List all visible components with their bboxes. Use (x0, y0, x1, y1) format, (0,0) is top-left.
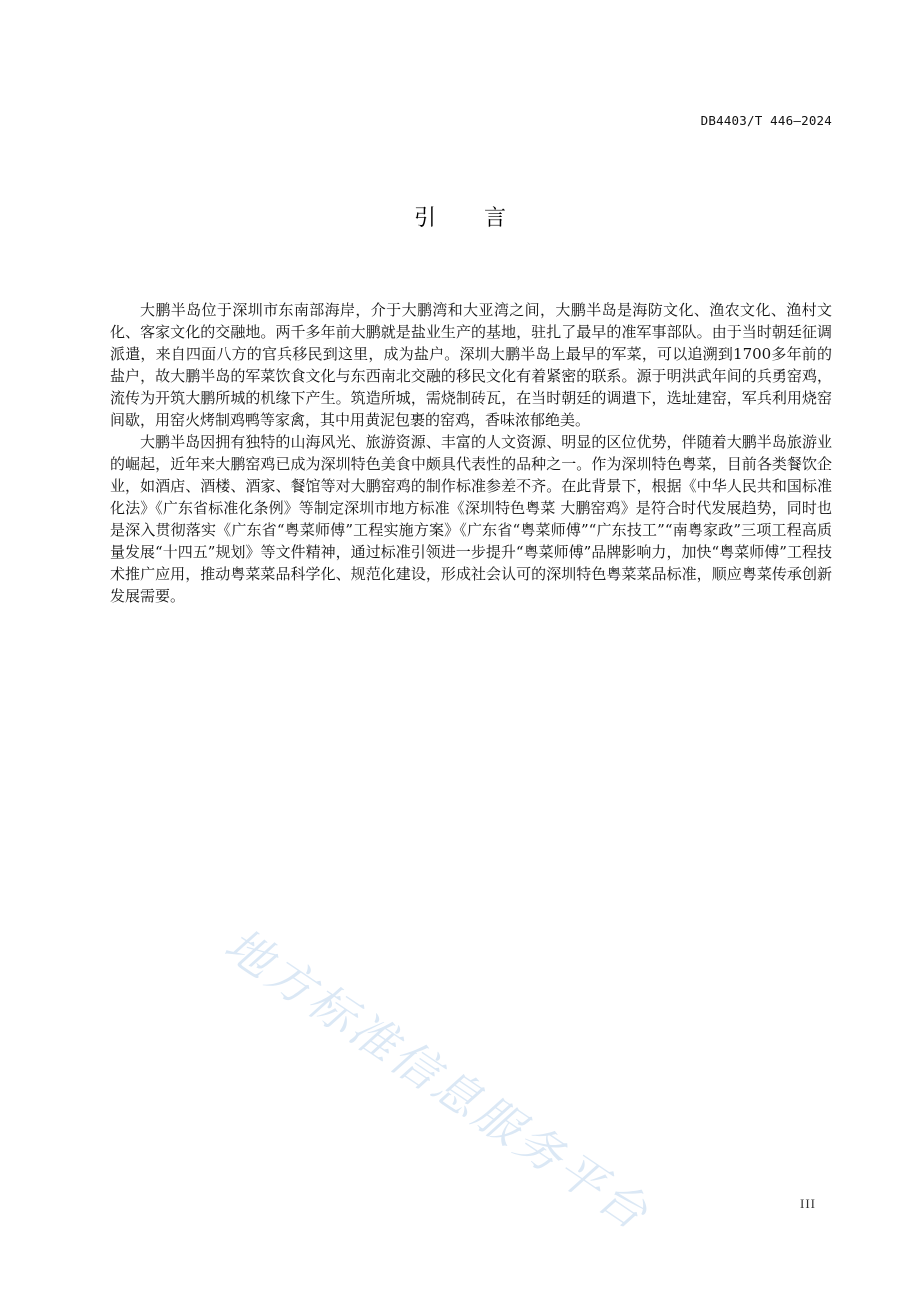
paragraph: 大鹏半岛位于深圳市东南部海岸，介于大鹏湾和大亚湾之间，大鹏半岛是海防文化、渔农文化、渔村文化、客家文化的交融地。两千多年前大鹏就是盐业生产的基地，驻扎了最早的准军事部队。由于当时朝廷征调派遣，来自四面八方的官兵移民到这里，成为盐户。深圳大鹏半岛上最早的军菜，可以追溯到1700多年前的盐户，故大鹏半岛的军菜饮食文化与东西南北交融的移民文化有着紧密的联系。源于明洪武年间的兵勇窑鸡，流传为开筑大鹏所城的机缘下产生。筑造所城，需烧制砖瓦，在当时朝廷的调遣下，选址建窑，军兵利用烧窑间歇，用窑火烤制鸡鸭等家禽，其中用黄泥包裹的窑鸡，香味浓郁绝美。 (110, 301, 832, 429)
document-code: DB4403/T 446—2024 (700, 113, 832, 128)
page-number: III (800, 1196, 816, 1211)
page-title: 引言 (413, 206, 554, 231)
watermark: 地方标准信息服务平台 (215, 917, 660, 1242)
paragraph: 大鹏半岛因拥有独特的山海风光、旅游资源、丰富的人文资源、明显的区位优势，伴随着大鹏半岛旅游业的崛起，近年来大鹏窑鸡已成为深圳特色美食中颇具代表性的品种之一。作为深圳特色粤菜，目前各类餐饮企业，如酒店、酒楼、酒家、餐馆等对大鹏窑鸡的制作标准参差不齐。在此背景下，根据《中华人民共和国标准化法》《广东省标准化条例》等制定深圳市地方标准《深圳特色粤菜 大鹏窑鸡》是符合时代发展趋势，同时也是深入贯彻落实《广东省“粤菜师傅”工程实施方案》《广东省“粤菜师傅”“广东技工”“南粤家政”三项工程高质量发展“十四五”规划》等文件精神，通过标准引领进一步提升“粤菜师傅”品牌影响力，加快“粤菜师傅”工程技术推广应用，推动粤菜菜品科学化、规范化建设，形成社会认可的深圳特色粤菜菜品标准，顺应粤菜传承创新发展需要。 (110, 433, 832, 605)
introduction-body (110, 299, 832, 607)
